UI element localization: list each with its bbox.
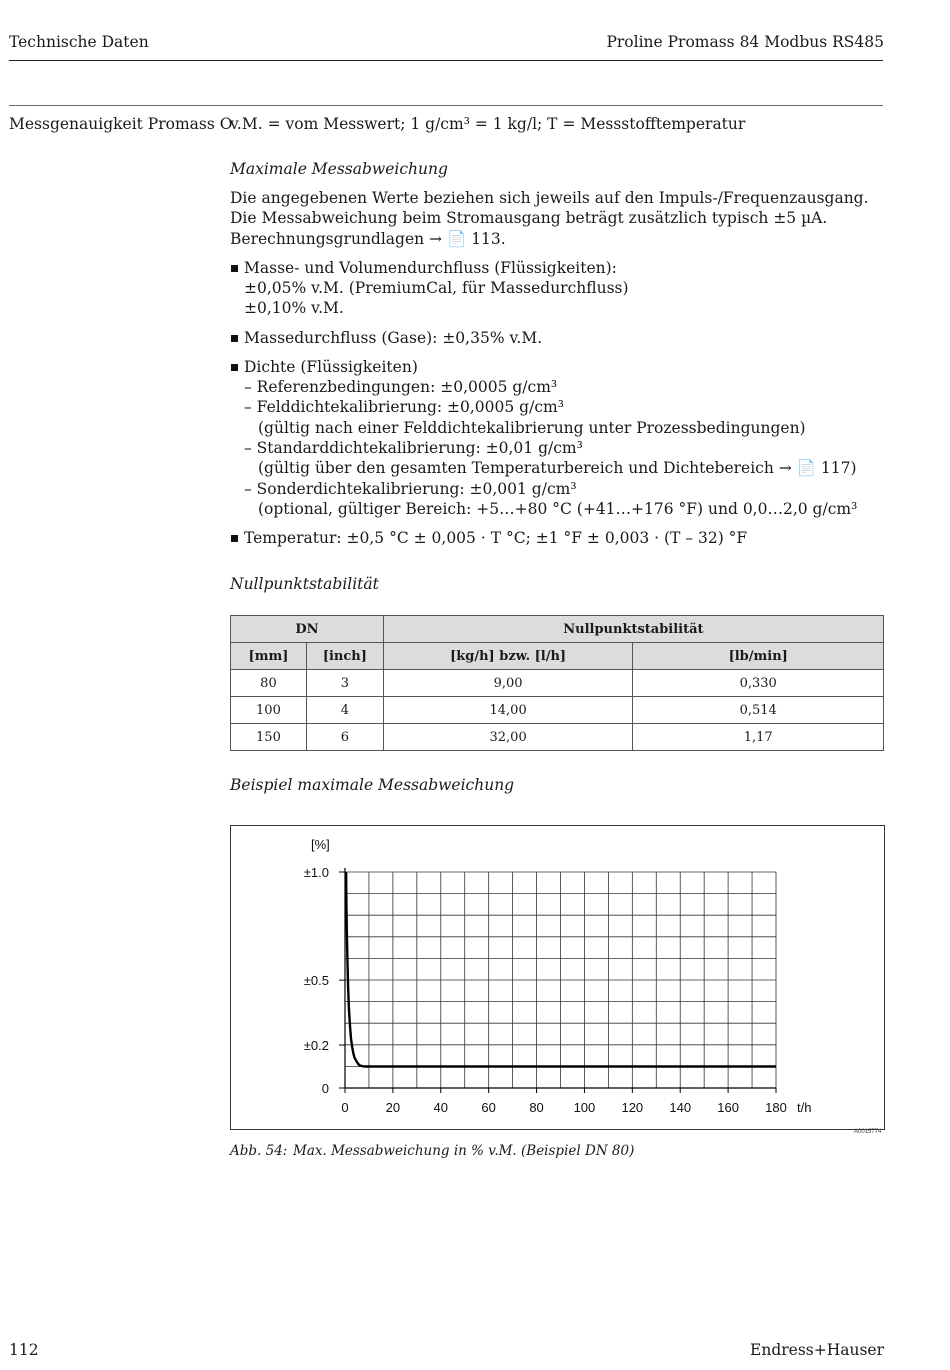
density-line-4: – Standarddichtekalibrierung: ±0,01 g/cm³	[244, 439, 583, 457]
error-chart	[231, 826, 884, 1129]
zero-stability-table	[230, 615, 884, 751]
x-tick-label: 40	[433, 1100, 449, 1115]
x-tick-label: 120	[621, 1100, 644, 1115]
section-label: Messgenauigkeit Promass O	[9, 115, 233, 133]
table-header-lbmin: [lb/min]	[633, 643, 884, 670]
table-cell: 3	[306, 670, 383, 697]
bullet-1-line-2: ±0,05% v.M. (PremiumCal, für Massedurchfluss)	[244, 279, 629, 297]
bullet-marker	[231, 535, 238, 542]
x-tick-label: 180	[765, 1100, 787, 1115]
density-line-5: (gültig über den gesamten Temperaturbereich und Dichtebereich → 📄 117)	[258, 459, 857, 477]
density-line-6: – Sonderdichtekalibrierung: ±0,001 g/cm³	[244, 480, 577, 498]
y-tick-label: ±0.5	[303, 973, 329, 989]
table-cell: 4	[306, 697, 383, 724]
header-rule	[9, 60, 883, 61]
table-cell: 6	[306, 724, 383, 751]
x-axis-label: t/h	[797, 1100, 812, 1115]
heading-max-error: Maximale Messabweichung	[230, 160, 448, 178]
caption-number: Abb. 54:	[230, 1143, 288, 1159]
figure-code: A0015774	[854, 1129, 882, 1135]
page-number: 112	[9, 1341, 39, 1359]
x-tick-label: 0	[341, 1100, 349, 1115]
x-tick-label: 160	[717, 1100, 739, 1115]
error-curve	[346, 872, 776, 1067]
table-header-zero-stability: Nullpunktstabilität	[383, 616, 883, 643]
table-cell: 80	[231, 670, 307, 697]
table-cell: 32,00	[383, 724, 633, 751]
table-cell: 1,17	[633, 724, 884, 751]
caption-text: Max. Messabweichung in % v.M. (Beispiel DN 80)	[293, 1143, 635, 1159]
bullet-2: Massedurchfluss (Gase): ±0,35% v.M.	[244, 329, 543, 347]
table-row	[231, 670, 884, 697]
density-line-3: (gültig nach einer Felddichtekalibrierung unter Prozessbedingungen)	[258, 419, 806, 437]
x-tick-label: 100	[573, 1100, 596, 1115]
table-header-inch: [inch]	[306, 643, 383, 670]
y-tick-label: 0	[321, 1081, 329, 1096]
x-tick-label: 20	[385, 1100, 401, 1115]
max-error-para-1: Die angegebenen Werte beziehen sich jeweils auf den Impuls-/Frequenzausgang.	[230, 189, 869, 207]
table-cell: 150	[231, 724, 307, 751]
table-cell: 14,00	[383, 697, 633, 724]
table-header-kgh: [kg/h] bzw. [l/h]	[383, 643, 633, 670]
table-cell: 0,514	[633, 697, 884, 724]
brand-footer: Endress+Hauser	[750, 1341, 884, 1359]
max-error-para-2: Die Messabweichung beim Stromausgang beträgt zusätzlich typisch ±5 µA.	[230, 209, 828, 227]
y-tick-label: ±1.0	[303, 865, 329, 880]
table-cell: 100	[231, 697, 307, 724]
section-rule	[9, 105, 883, 106]
bullet-marker	[231, 335, 238, 342]
density-line-7: (optional, gültiger Bereich: +5…+80 °C (+41…+176 °F) und 0,0…2,0 g/cm³	[258, 500, 858, 518]
x-tick-label: 140	[669, 1100, 692, 1115]
table-row	[231, 697, 884, 724]
heading-example: Beispiel maximale Messabweichung	[230, 776, 515, 794]
running-header-left: Technische Daten	[9, 33, 149, 51]
chart-frame	[230, 825, 885, 1130]
table-cell: 9,00	[383, 670, 633, 697]
bullet-1-line-3: ±0,10% v.M.	[244, 299, 344, 317]
table-row	[231, 724, 884, 751]
x-tick-label: 60	[481, 1100, 496, 1115]
bullet-4: Temperatur: ±0,5 °C ± 0,005 · T °C; ±1 °F ± 0,003 · (T – 32) °F	[244, 529, 748, 547]
running-header-right: Proline Promass 84 Modbus RS485	[606, 33, 884, 51]
bullet-marker	[231, 265, 238, 272]
bullet-marker	[231, 364, 238, 371]
bullet-3-title: Dichte (Flüssigkeiten)	[244, 358, 418, 376]
table-header-dn: DN	[231, 616, 384, 643]
definition-line: v.M. = vom Messwert; 1 g/cm³ = 1 kg/l; T = Messstofftemperatur	[230, 115, 746, 133]
max-error-para-3: Berechnungsgrundlagen → 📄 113.	[230, 230, 506, 248]
heading-zero-stability: Nullpunktstabilität	[230, 575, 379, 593]
x-tick-label: 80	[529, 1100, 544, 1115]
density-line-1: – Referenzbedingungen: ±0,0005 g/cm³	[244, 378, 558, 396]
y-tick-label: ±0.2	[303, 1038, 329, 1053]
table-cell: 0,330	[633, 670, 884, 697]
y-axis-label: [%]	[311, 837, 330, 852]
density-line-2: – Felddichtekalibrierung: ±0,0005 g/cm³	[244, 398, 564, 416]
table-header-mm: [mm]	[231, 643, 307, 670]
bullet-1-line-1: Masse- und Volumendurchfluss (Flüssigkeiten):	[244, 259, 617, 277]
